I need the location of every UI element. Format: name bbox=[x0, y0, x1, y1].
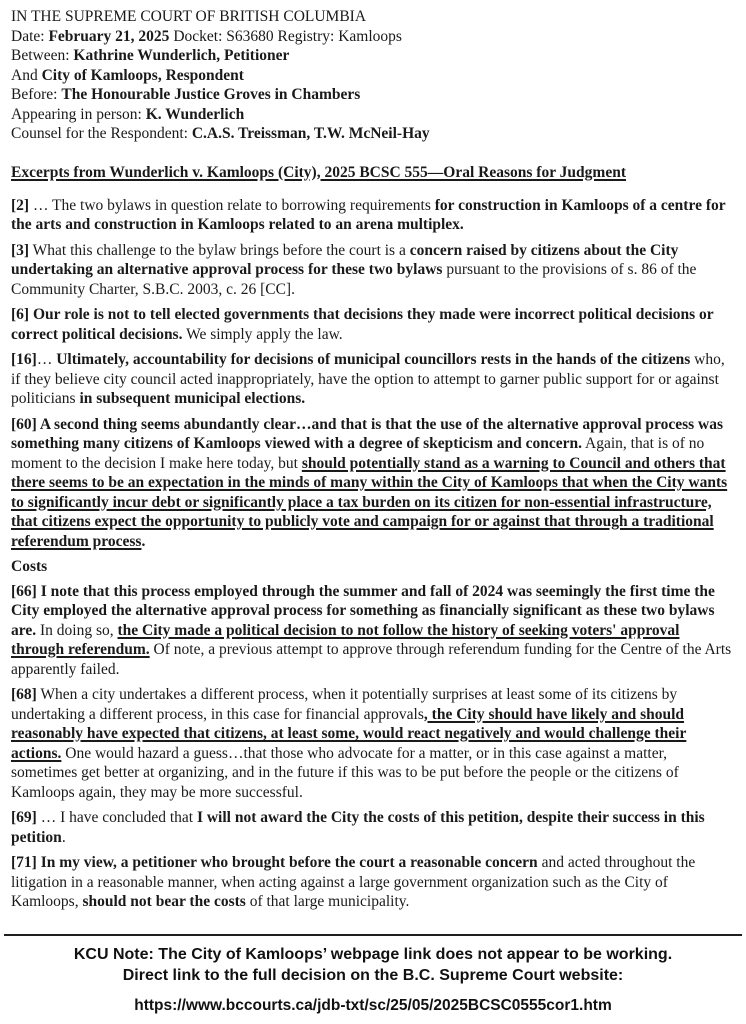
header-line-7 bbox=[11, 124, 735, 144]
document-body bbox=[11, 196, 735, 912]
decision-url-link[interactable]: https://www.bccourts.ca/jdb-txt/sc/25/05/2025BCSC0555cor1.htm bbox=[134, 997, 612, 1014]
paragraph-16 bbox=[11, 350, 735, 409]
kcu-note-line-2: Direct link to the full decision on the B.C. Supreme Court website: bbox=[122, 967, 624, 984]
bold-text-run: concern raised by citizens about the City undertaking an alternative approval process for these two bylaws bbox=[11, 241, 679, 278]
text-run: Counsel for the Respondent: bbox=[11, 125, 192, 142]
bold-text-run: [3] bbox=[11, 241, 30, 259]
text-run: Again, that is of no moment to the decision I make here today, but bbox=[11, 435, 705, 472]
underlined-text-run: should potentially stand as a warning to Council and others that there seems to be an expectation in the minds of many within the City of Kamloops that when the City wants to significantly incur debt or significantly place a tax burden on its citizen for non-essential infrastructure, that citizens expect the opportunity to publicly vote and campaign for or against that through a traditional referendum process bbox=[11, 454, 728, 550]
text-run: We simply apply the law. bbox=[182, 325, 343, 343]
paragraph-71 bbox=[11, 853, 735, 912]
text-run: Of note, a previous attempt to approve through referendum funding for the Centre of the Arts apparently failed. bbox=[11, 641, 732, 678]
bold-text-run: [6] Our role is not to tell elected governments that decisions they made were incorrect political decisions or correct political decisions. bbox=[11, 306, 714, 343]
header-line-1 bbox=[11, 7, 735, 27]
header-line-5 bbox=[11, 85, 735, 105]
footer-note bbox=[0, 934, 746, 1024]
bold-text-run: [16] bbox=[11, 351, 37, 368]
text-run: One would hazard a guess…that those who advocate for a matter, or in this case against a matter, sometimes get better at organizing, and in the future if this was to be put before the people or the citizens of Kamloops again, they may be more successful. bbox=[11, 744, 679, 801]
paragraph-69 bbox=[11, 808, 735, 847]
bold-text-run: [68] bbox=[11, 686, 37, 703]
text-run: … bbox=[36, 351, 57, 368]
paragraph-60 bbox=[11, 415, 735, 552]
bold-text-run: . bbox=[141, 532, 146, 550]
footer-divider bbox=[4, 934, 742, 936]
header-line-6 bbox=[11, 105, 735, 125]
bold-text-run: [71] In my view, a petitioner who brought before the court a reasonable concern bbox=[11, 854, 538, 871]
text-run: In doing so, bbox=[36, 621, 118, 639]
costs-heading bbox=[11, 557, 735, 577]
bold-text-run: City of Kamloops, Respondent bbox=[41, 66, 244, 84]
paragraph-3 bbox=[11, 241, 735, 300]
text-run: … I have concluded that bbox=[36, 809, 197, 826]
bold-text-run: in subsequent municipal elections. bbox=[79, 390, 306, 407]
bold-text-run: Ultimately, accountability for decisions of municipal councillors rests in the hands of the citizens bbox=[56, 351, 691, 368]
underlined-text-run: Excerpts from Wunderlich v. Kamloops (City), 2025 BCSC 555—Oral Reasons for Judgment bbox=[11, 163, 626, 181]
bold-text-run: K. Wunderlich bbox=[145, 105, 245, 123]
bold-text-run: The Honourable Justice Groves in Chambers bbox=[61, 86, 361, 103]
text-run: . bbox=[61, 828, 66, 846]
header-line-4 bbox=[11, 66, 735, 86]
underlined-text-run: the City made a political decision to not follow the history of seeking voters' approval through referendum. bbox=[11, 621, 680, 658]
text-run: and acted throughout the litigation in a reasonable manner, when acting against a large government organization such as the City of Kamloops, bbox=[11, 854, 696, 910]
text-run: Between: bbox=[11, 47, 74, 64]
bold-text-run: Costs bbox=[11, 558, 48, 575]
text-run: Appearing in person: bbox=[11, 105, 146, 123]
text-run: pursuant to the provisions of s. 86 of the Community Charter, S.B.C. 2003, c. 26 [CC]. bbox=[11, 261, 697, 298]
text-run: … The two bylaws in question relate to borrowing requirements bbox=[29, 196, 435, 214]
bold-text-run: February 21, 2025 bbox=[48, 27, 170, 45]
paragraph-66 bbox=[11, 582, 735, 680]
header-line-2 bbox=[11, 27, 735, 47]
text-run: who, if they believe city council acted inappropriately, have the option to attempt to garner public support for or against politicians bbox=[11, 351, 725, 407]
text-run: When a city undertakes a different process, when it potentially surprises at least some of its citizens by undertaking a different process, in this case for financial approvals bbox=[11, 686, 678, 723]
bold-text-run: [2] bbox=[11, 196, 30, 214]
text-run: Docket: S63680 Registry: Kamloops bbox=[169, 27, 402, 45]
bold-text-run: [69] bbox=[11, 809, 37, 826]
document-title bbox=[11, 163, 735, 183]
paragraph-2 bbox=[11, 196, 735, 235]
paragraph-68 bbox=[11, 685, 735, 802]
text-run: What this challenge to the bylaw brings before the court is a bbox=[29, 241, 410, 259]
text-run: And bbox=[11, 66, 42, 84]
bold-text-run: C.A.S. Treissman, T.W. McNeil-Hay bbox=[191, 125, 430, 142]
bold-text-run: for construction in Kamloops of a centre for the arts and construction in Kamloops related to an arena multiplex. bbox=[11, 196, 726, 233]
case-header bbox=[11, 7, 735, 144]
text-run: Before: bbox=[11, 86, 62, 103]
header-line-3 bbox=[11, 46, 735, 66]
bold-text-run: [66] I note that this process employed through the summer and fall of 2024 was seemingly the first time the City employed the alternative approval process for something as financially significant as these two bylaws are. bbox=[11, 582, 715, 639]
bold-text-run: should not bear the costs bbox=[82, 893, 246, 910]
bold-text-run: [60] A second thing seems abundantly clear…and that is that the use of the alternative approval process was something many citizens of Kamloops viewed with a degree of skepticism and concern. bbox=[11, 415, 724, 452]
text-run: IN THE SUPREME COURT OF BRITISH COLUMBIA bbox=[11, 8, 367, 25]
text-run: Date: bbox=[11, 27, 49, 45]
paragraph-6 bbox=[11, 305, 735, 344]
kcu-note-line-1: KCU Note: The City of Kamloops’ webpage link does not appear to be working. bbox=[73, 946, 673, 963]
underlined-text-run: , the City should have likely and should reasonably have expected that citizens, at least some, would react negatively and would challenge their actions. bbox=[11, 705, 687, 762]
text-run: of that large municipality. bbox=[245, 893, 410, 910]
bold-text-run: I will not award the City the costs of this petition, despite their success in this petition bbox=[11, 809, 705, 846]
bold-text-run: Kathrine Wunderlich, Petitioner bbox=[73, 47, 290, 64]
